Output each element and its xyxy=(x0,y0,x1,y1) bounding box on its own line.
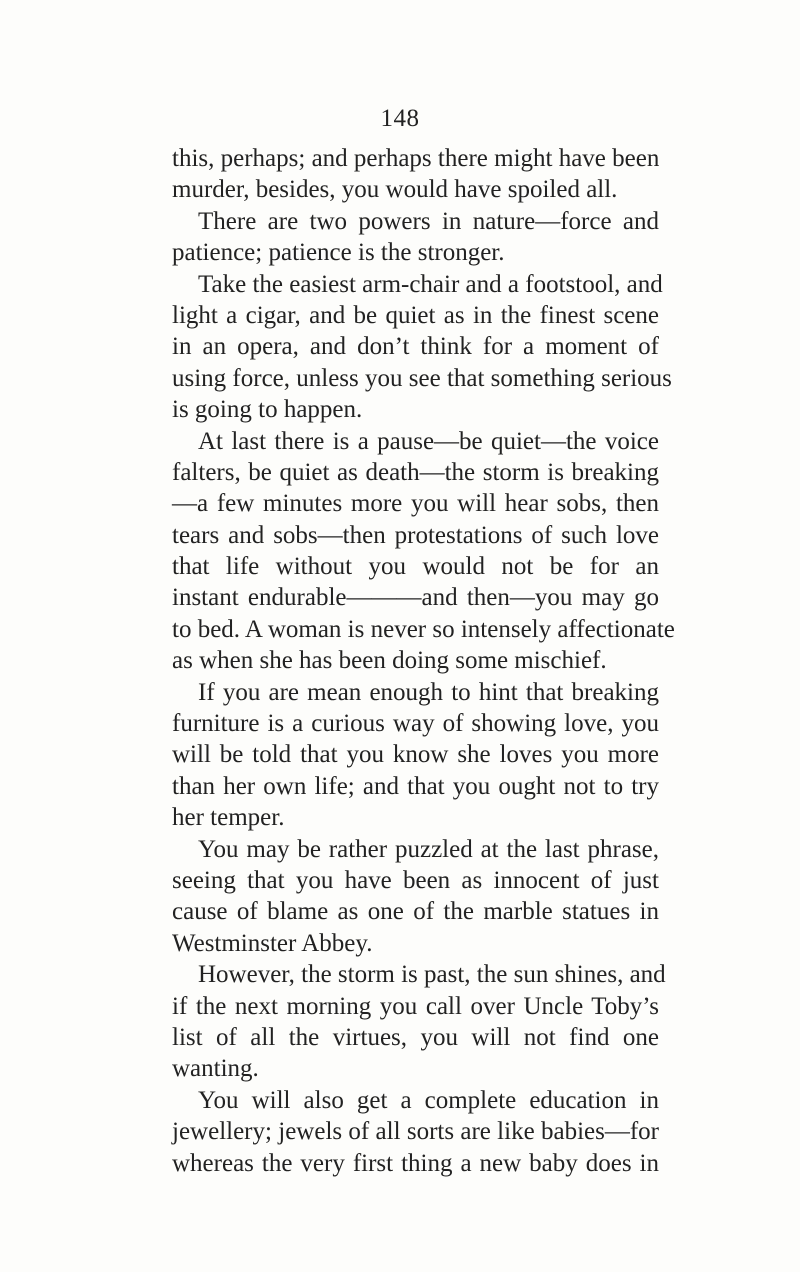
text-line: as when she has been doing some mischief. xyxy=(172,647,607,675)
text-line: If you are mean enough to hint that breaking xyxy=(198,678,659,706)
page-number: 148 xyxy=(380,105,420,132)
text-line: if the next morning you call over Uncle Toby’s xyxy=(172,992,659,1020)
text-line: this, perhaps; and perhaps there might have been xyxy=(172,145,660,172)
text-line: cause of blame as one of the marble statues in xyxy=(172,898,659,926)
text-line: At last there is a pause—be quiet—the voice xyxy=(198,427,659,455)
text-line: using force, unless you see that something serious xyxy=(172,364,672,392)
text-line: than her own life; and that you ought not to try xyxy=(172,772,659,800)
text-line: Take the easiest arm-chair and a footstool, and xyxy=(198,270,663,298)
text-line: There are two powers in nature—force and xyxy=(198,207,659,235)
text-line: light a cigar, and be quiet as in the finest scene xyxy=(172,301,659,329)
text-line: in an opera, and don’t think for a moment of xyxy=(172,333,659,361)
text-line: whereas the very first thing a new baby does in xyxy=(172,1149,659,1177)
text-line: wanting. xyxy=(172,1055,259,1083)
text-line: falters, be quiet as death—the storm is breaking xyxy=(172,458,659,486)
text-line: instant endurable———and then—you may go xyxy=(172,584,659,612)
text-line: seeing that you have been as innocent of just xyxy=(172,866,659,894)
text-line: to bed. A woman is never so intensely affectionate xyxy=(172,615,675,643)
text-line: tears and sobs—then protestations of such love xyxy=(172,521,659,549)
text-line: However, the storm is past, the sun shines, and xyxy=(198,961,666,989)
text-line: Westminster Abbey. xyxy=(172,929,373,957)
text-line: is going to happen. xyxy=(172,396,363,424)
text-line: furniture is a curious way of showing love, you xyxy=(172,710,659,738)
text-line: patience; patience is the stronger. xyxy=(172,239,505,267)
body-text xyxy=(172,143,675,1179)
text-line: murder, besides, you would have spoiled all. xyxy=(172,176,618,204)
text-line: her temper. xyxy=(172,804,285,832)
text-line: jewellery; jewels of all sorts are like babies—for xyxy=(172,1118,659,1146)
text-line: You will also get a complete education in xyxy=(198,1086,659,1114)
text-line: will be told that you know she loves you more xyxy=(172,741,659,769)
text-line: list of all the virtues, you will not find one xyxy=(172,1023,659,1051)
text-line: —a few minutes more you will hear sobs, then xyxy=(172,490,659,518)
text-line: You may be rather puzzled at the last phrase, xyxy=(198,835,659,863)
text-line: that life without you would not be for an xyxy=(172,553,659,581)
